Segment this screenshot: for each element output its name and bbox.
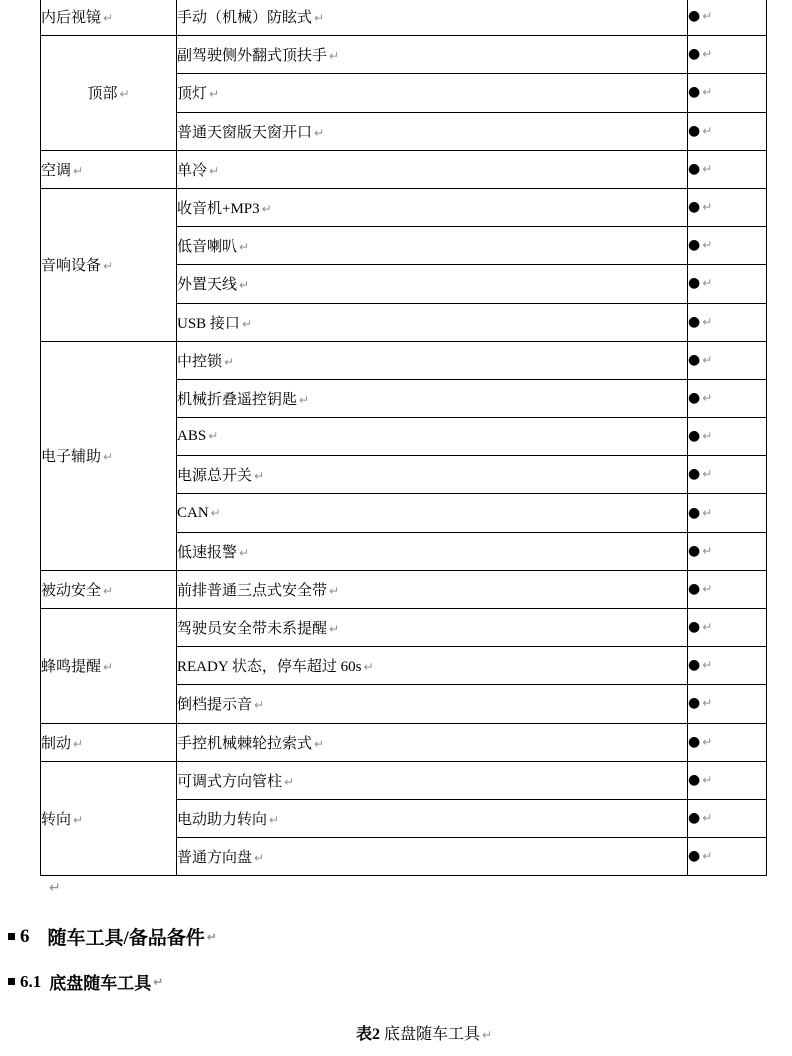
dot-marker-icon: ●	[688, 848, 701, 865]
feature-cell	[177, 761, 688, 799]
feature-cell	[177, 265, 688, 303]
return-mark-icon: ↵	[702, 238, 713, 253]
feature-cell	[177, 112, 688, 150]
dot-marker-icon: ●	[688, 695, 701, 712]
dot-marker-icon: ●	[688, 657, 701, 674]
feature-text: 低速报警	[177, 544, 238, 561]
dot-marker-icon: ●	[688, 504, 701, 521]
feature-cell	[177, 723, 688, 761]
marker-cell	[688, 36, 767, 74]
return-mark-icon: ↵	[73, 736, 84, 751]
feature-cell	[177, 685, 688, 723]
table-row	[41, 761, 767, 799]
return-mark-icon: ↵	[702, 161, 713, 176]
return-mark-icon: ↵	[702, 276, 713, 291]
feature-cell	[177, 570, 688, 608]
category-cell	[41, 570, 177, 608]
heading-number: 6.1	[20, 971, 42, 991]
marker-cell	[688, 838, 767, 876]
return-mark-icon: ↵	[702, 543, 713, 558]
feature-cell	[177, 532, 688, 570]
marker-cell	[688, 112, 767, 150]
return-mark-icon: ↵	[702, 696, 713, 711]
caption-title: 底盘随车工具	[383, 1026, 480, 1043]
feature-text: 倒档提示音	[177, 697, 253, 714]
return-mark-icon: ↵	[239, 278, 250, 293]
marker-cell	[688, 494, 767, 532]
return-mark-icon: ↵	[153, 974, 164, 989]
return-mark-icon: ↵	[224, 354, 235, 369]
table-row	[41, 36, 767, 74]
category-text: 电子辅助	[41, 449, 102, 466]
table-row	[41, 150, 767, 188]
dot-marker-icon: ●	[688, 466, 701, 483]
feature-cell	[177, 0, 688, 36]
table-row	[41, 188, 767, 226]
return-mark-icon: ↵	[73, 813, 84, 828]
table-row	[41, 609, 767, 647]
dot-marker-icon: ●	[688, 542, 701, 559]
dot-marker-icon: ●	[688, 771, 701, 788]
table-row	[41, 570, 767, 608]
marker-cell	[688, 456, 767, 494]
marker-cell	[688, 570, 767, 608]
return-mark-icon: ↵	[702, 772, 713, 787]
dot-marker-icon: ●	[688, 351, 701, 368]
marker-cell	[688, 532, 767, 570]
return-mark-icon: ↵	[103, 259, 114, 274]
return-mark-icon: ↵	[702, 581, 713, 596]
return-mark-icon: ↵	[241, 316, 252, 331]
return-mark-icon: ↵	[702, 352, 713, 367]
return-mark-icon: ↵	[206, 929, 217, 944]
feature-cell	[177, 418, 688, 456]
category-text: 转向	[41, 812, 72, 829]
dot-marker-icon: ●	[688, 275, 701, 292]
dot-marker-icon: ●	[688, 313, 701, 330]
table-row	[41, 723, 767, 761]
category-cell	[41, 150, 177, 188]
feature-text: 前排普通三点式安全带	[177, 582, 328, 599]
marker-cell	[688, 685, 767, 723]
category-cell	[41, 0, 177, 36]
spec-table	[40, 0, 767, 876]
category-cell	[41, 36, 177, 151]
return-mark-icon: ↵	[209, 87, 220, 102]
category-cell	[41, 761, 177, 876]
marker-cell	[688, 265, 767, 303]
feature-text: 副驾驶侧外翻式顶扶手	[177, 48, 328, 65]
feature-cell	[177, 36, 688, 74]
return-mark-icon: ↵	[314, 11, 325, 26]
heading-title: 随车工具/备品备件	[47, 928, 205, 949]
return-mark-icon: ↵	[329, 49, 340, 64]
return-mark-icon: ↵	[284, 774, 295, 789]
return-mark-icon: ↵	[254, 469, 265, 484]
heading-number: 6	[20, 925, 30, 947]
feature-cell	[177, 379, 688, 417]
marker-cell	[688, 647, 767, 685]
marker-cell	[688, 379, 767, 417]
feature-cell	[177, 188, 688, 226]
heading-title: 底盘随车工具	[49, 974, 152, 993]
heading-section-6	[8, 923, 217, 950]
marker-cell	[688, 227, 767, 265]
marker-cell	[688, 188, 767, 226]
feature-text: 手动（机械）防眩式	[177, 10, 313, 27]
return-mark-icon: ↵	[73, 163, 84, 178]
return-mark-icon: ↵	[261, 202, 272, 217]
feature-text: 电源总开关	[177, 468, 253, 485]
spec-table-body	[41, 0, 767, 876]
feature-text: 机械折叠遥控钥匙	[177, 391, 298, 408]
dot-marker-icon: ●	[688, 237, 701, 254]
return-mark-icon: ↵	[239, 240, 250, 255]
return-mark-icon: ↵	[702, 429, 713, 444]
return-mark-icon: ↵	[702, 734, 713, 749]
feature-text: ABS	[177, 428, 207, 445]
return-mark-icon: ↵	[702, 47, 713, 62]
category-cell	[41, 609, 177, 724]
return-mark-icon: ↵	[103, 583, 114, 598]
dot-marker-icon: ●	[688, 580, 701, 597]
dot-marker-icon: ●	[688, 199, 701, 216]
return-mark-icon: ↵	[299, 392, 310, 407]
feature-cell	[177, 74, 688, 112]
dot-marker-icon: ●	[688, 619, 701, 636]
return-mark-icon: ↵	[702, 390, 713, 405]
return-mark-icon: ↵	[119, 87, 130, 102]
return-mark-icon: ↵	[702, 123, 713, 138]
feature-text: 普通天窗版天窗开口	[177, 124, 313, 141]
feature-text: USB 接口	[177, 315, 240, 332]
return-mark-icon: ↵	[702, 9, 713, 24]
return-mark-icon: ↵	[702, 658, 713, 673]
feature-text: 驾驶员安全带未系提醒	[177, 621, 328, 638]
feature-cell	[177, 341, 688, 379]
feature-text: 单冷	[177, 162, 208, 179]
category-text: 顶部	[87, 86, 118, 103]
feature-cell	[177, 150, 688, 188]
return-mark-icon: ↵	[103, 450, 114, 465]
category-cell	[41, 341, 177, 570]
heading-bullet-icon	[8, 978, 15, 985]
return-mark-icon: ↵	[329, 622, 340, 637]
dot-marker-icon: ●	[688, 122, 701, 139]
dot-marker-icon: ●	[688, 46, 701, 63]
marker-cell	[688, 150, 767, 188]
return-mark-icon: ↵	[103, 11, 114, 26]
feature-cell	[177, 494, 688, 532]
marker-cell	[688, 74, 767, 112]
table-row	[41, 0, 767, 36]
return-mark-icon: ↵	[314, 736, 325, 751]
marker-cell	[688, 418, 767, 456]
feature-text: 可调式方向管柱	[177, 773, 283, 790]
feature-text: 中控锁	[177, 353, 223, 370]
caption-label: 表2	[355, 1026, 380, 1043]
category-cell	[41, 188, 177, 341]
dot-marker-icon: ●	[688, 84, 701, 101]
category-cell	[41, 723, 177, 761]
return-mark-icon: ↵	[103, 660, 114, 675]
marker-cell	[688, 341, 767, 379]
dot-marker-icon: ●	[688, 733, 701, 750]
feature-cell	[177, 799, 688, 837]
dot-marker-icon: ●	[688, 428, 701, 445]
feature-text: 低音喇叭	[177, 239, 238, 256]
heading-section-6-1	[8, 969, 163, 994]
return-mark-icon: ↵	[254, 851, 265, 866]
category-text: 制动	[41, 735, 72, 752]
return-mark-icon: ↵	[702, 467, 713, 482]
category-text: 空调	[41, 162, 72, 179]
return-mark-icon: ↵	[329, 583, 340, 598]
return-mark-icon: ↵	[481, 1028, 493, 1042]
dot-marker-icon: ●	[688, 810, 701, 827]
dot-marker-icon: ●	[688, 8, 701, 25]
feature-cell	[177, 303, 688, 341]
marker-cell	[688, 609, 767, 647]
category-text: 内后视镜	[41, 10, 102, 27]
feature-cell	[177, 647, 688, 685]
category-text: 被动安全	[41, 582, 102, 599]
dot-marker-icon: ●	[688, 389, 701, 406]
return-mark-icon: ↵	[254, 698, 265, 713]
marker-cell	[688, 761, 767, 799]
return-mark-icon: ↵	[702, 314, 713, 329]
feature-cell	[177, 838, 688, 876]
return-mark-icon: ↵	[702, 811, 713, 826]
feature-cell	[177, 456, 688, 494]
return-mark-icon: ↵	[702, 200, 713, 215]
return-mark-icon: ↵	[702, 85, 713, 100]
marker-cell	[688, 303, 767, 341]
paragraph-mark: ↵	[49, 880, 61, 896]
marker-cell	[688, 723, 767, 761]
feature-text: 手控机械棘轮拉索式	[177, 735, 313, 752]
return-mark-icon: ↵	[239, 545, 250, 560]
category-text: 蜂鸣提醒	[41, 659, 102, 676]
return-mark-icon: ↵	[208, 429, 219, 444]
table-row	[41, 341, 767, 379]
return-mark-icon: ↵	[269, 813, 280, 828]
feature-text: CAN	[177, 504, 209, 521]
feature-cell	[177, 227, 688, 265]
category-text: 音响设备	[41, 258, 102, 275]
return-mark-icon: ↵	[209, 163, 220, 178]
return-mark-icon: ↵	[702, 849, 713, 864]
return-mark-icon: ↵	[702, 620, 713, 635]
marker-cell	[688, 0, 767, 36]
feature-text: 电动助力转向	[177, 812, 268, 829]
return-mark-icon: ↵	[363, 660, 374, 675]
return-mark-icon: ↵	[314, 125, 325, 140]
feature-text: 外置天线	[177, 277, 238, 294]
feature-text: 收音机+MP3	[177, 201, 260, 218]
feature-text: 顶灯	[177, 86, 208, 103]
marker-cell	[688, 799, 767, 837]
return-mark-icon: ↵	[702, 505, 713, 520]
feature-cell	[177, 609, 688, 647]
feature-text: READY 状态，停车超过 60s	[177, 659, 362, 676]
table2-caption	[0, 1021, 792, 1044]
feature-text: 普通方向盘	[177, 850, 253, 867]
dot-marker-icon: ●	[688, 160, 701, 177]
heading-bullet-icon	[8, 933, 15, 940]
return-mark-icon: ↵	[210, 505, 221, 520]
